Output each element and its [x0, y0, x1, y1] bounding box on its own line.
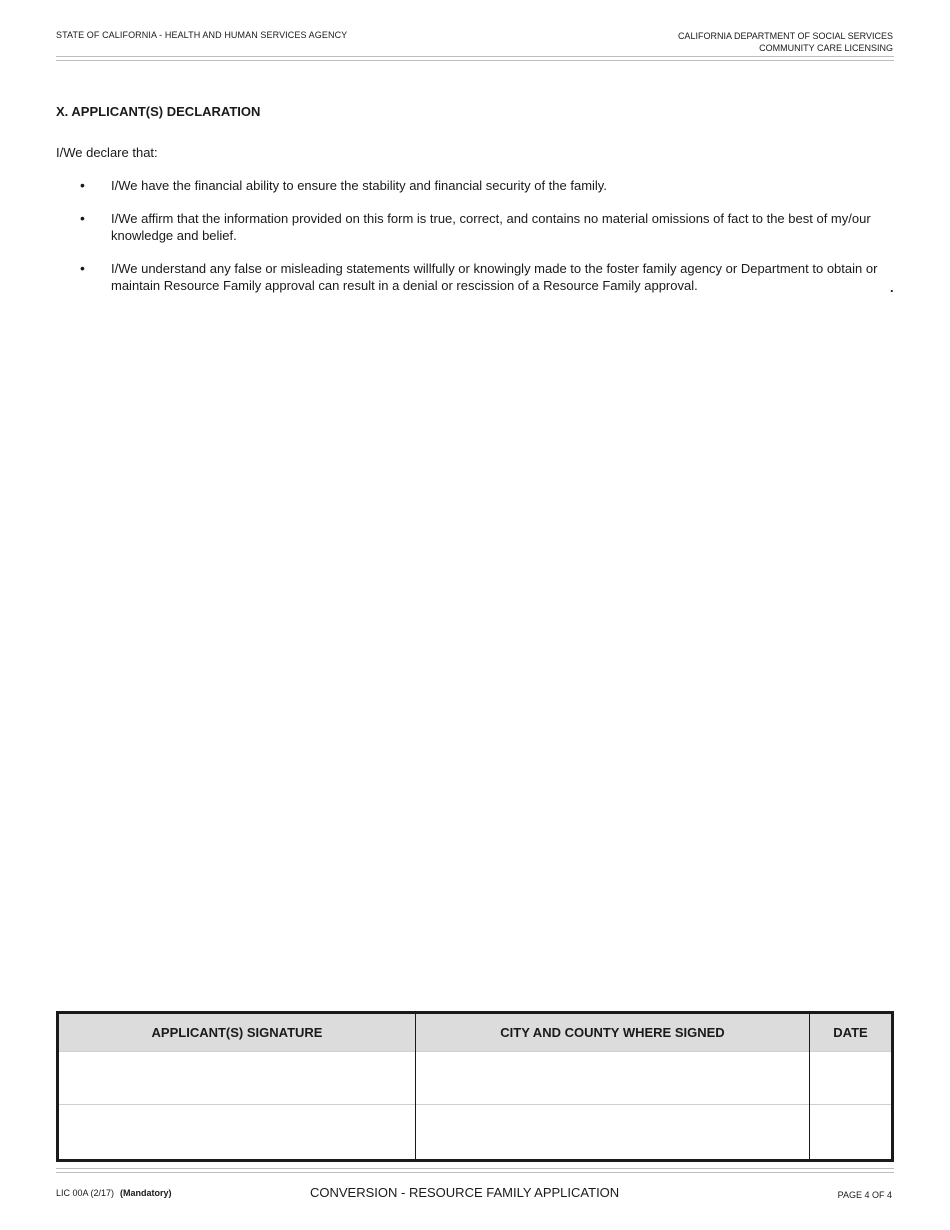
city-county-field[interactable] [416, 1105, 810, 1161]
mandatory-label: (Mandatory) [120, 1188, 172, 1198]
declaration-item [80, 177, 880, 194]
city-county-column-header: CITY AND COUNTY WHERE SIGNED [416, 1013, 810, 1052]
declaration-text: I/We understand any false or misleading statements willfully or knowingly made to the foster family agency or Department to obtain or maintain Resource Family approval can result in a denial or rescission of a Resource Family approval. [111, 261, 878, 293]
footer-rule-bottom [56, 1172, 894, 1173]
footer-rule-top [56, 1168, 894, 1169]
form-code [56, 1188, 172, 1198]
division-name: COMMUNITY CARE LICENSING [759, 43, 893, 53]
form-title: CONVERSION - RESOURCE FAMILY APPLICATION [310, 1185, 620, 1200]
signature-table [56, 1011, 894, 1162]
department-header [678, 30, 893, 54]
declaration-intro: I/We declare that: [56, 145, 158, 160]
bullet-icon: • [80, 260, 85, 276]
declaration-text: I/We have the financial ability to ensure the stability and financial security of the family. [111, 178, 607, 193]
header-rule-bottom [56, 60, 894, 61]
agency-name: STATE OF CALIFORNIA - HEALTH AND HUMAN SERVICES AGENCY [56, 30, 348, 40]
signature-field[interactable] [58, 1105, 416, 1161]
signature-table-header [58, 1013, 893, 1052]
declaration-item [80, 210, 880, 244]
header-rule-top [56, 56, 894, 57]
department-name: CALIFORNIA DEPARTMENT OF SOCIAL SERVICES [677, 31, 893, 41]
signature-column-header: APPLICANT(S) SIGNATURE [58, 1013, 416, 1052]
table-row [58, 1052, 893, 1105]
page-number: PAGE 4 OF 4 [837, 1190, 892, 1200]
table-row [58, 1105, 893, 1161]
date-field[interactable] [810, 1052, 893, 1105]
declaration-list [80, 177, 880, 310]
signature-field[interactable] [58, 1052, 416, 1105]
section-title: X. APPLICANT(S) DECLARATION [56, 104, 261, 119]
bullet-icon: • [80, 177, 85, 193]
city-county-field[interactable] [416, 1052, 810, 1105]
declaration-item [80, 260, 880, 294]
bullet-icon: • [80, 210, 85, 226]
date-column-header: DATE [810, 1013, 893, 1052]
stray-mark: . [890, 280, 894, 295]
form-number: LIC 00A (2/17) [56, 1188, 115, 1198]
declaration-text: I/We affirm that the information provided on this form is true, correct, and contains no material omissions of fact to the best of my/our knowledge and belief. [111, 211, 871, 243]
date-field[interactable] [810, 1105, 893, 1161]
